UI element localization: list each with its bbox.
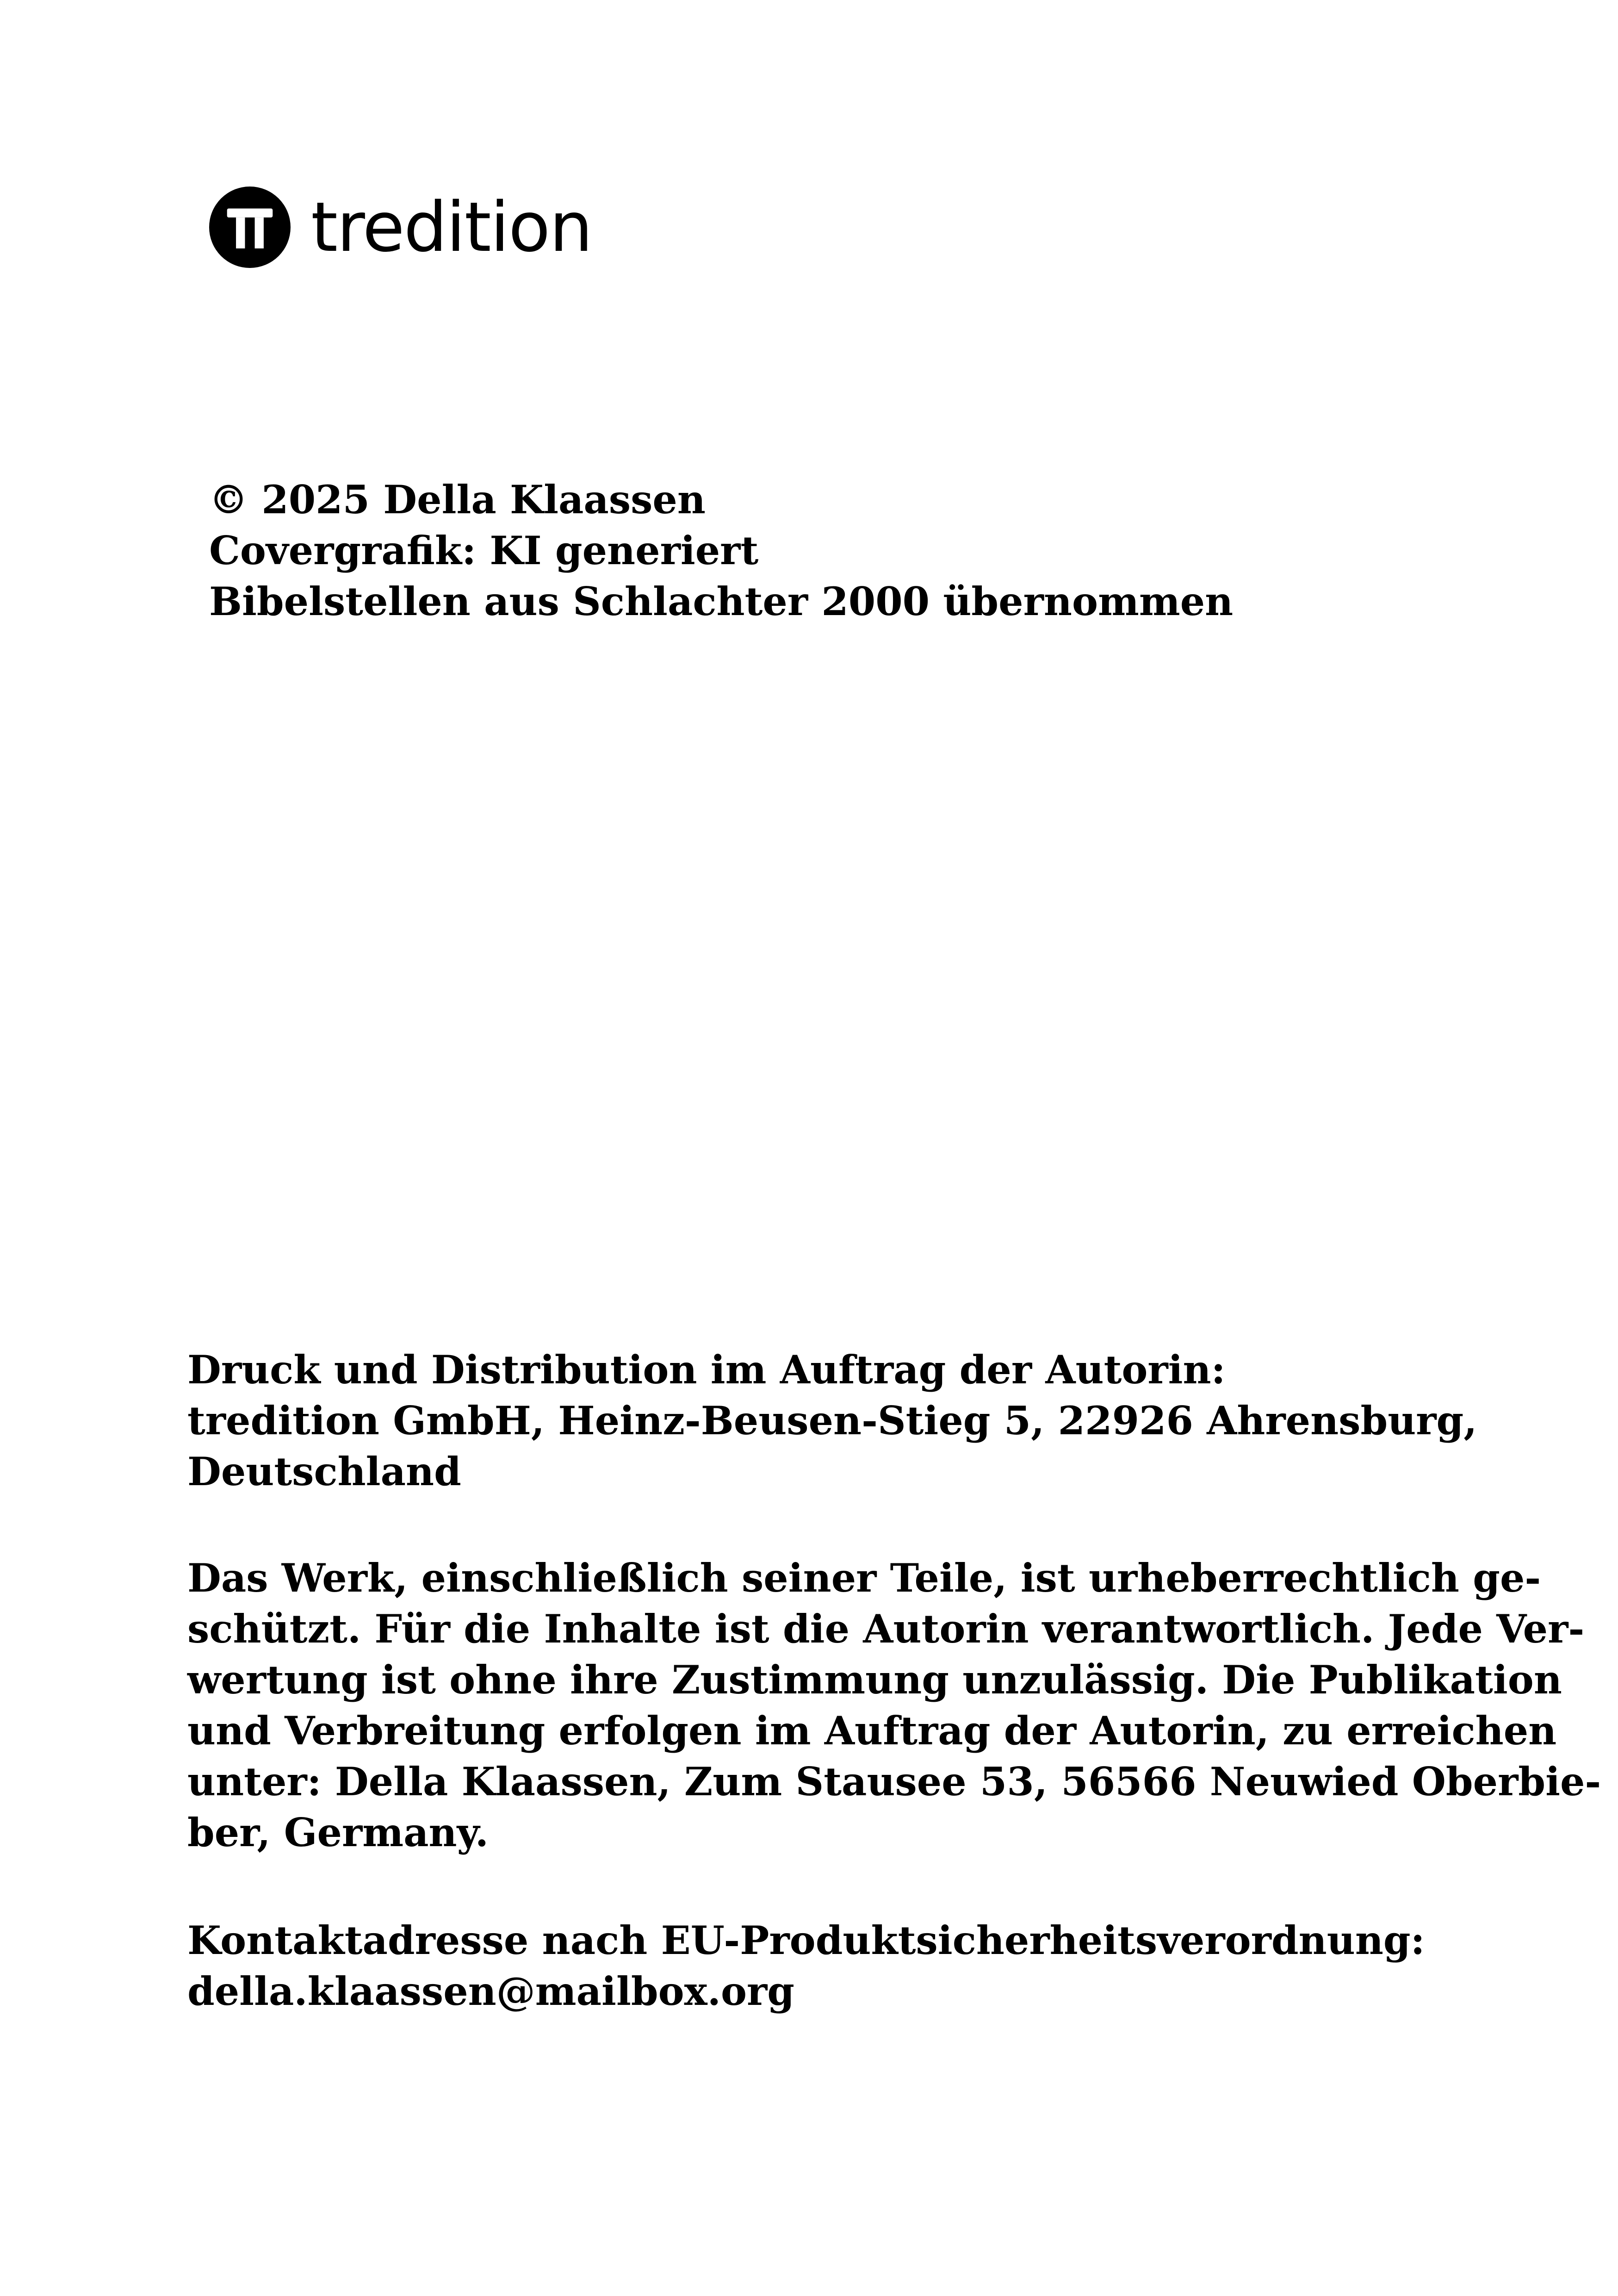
bible-source-line: Bibelstellen aus Schlachter 2000 übernommen — [209, 579, 1234, 624]
legal-line: unter: Della Klaassen, Zum Stausee 53, 56566 Neuwied Oberbie- — [187, 1759, 1601, 1804]
contact-block — [187, 1915, 1425, 2017]
legal-line: schützt. Für die Inhalte ist die Autorin verantwortlich. Jede Ver- — [187, 1606, 1585, 1652]
imprint-block — [187, 1344, 1477, 1497]
legal-line: ber, Germany. — [187, 1810, 489, 1855]
publisher-address: tredition GmbH, Heinz-Beusen-Stieg 5, 22926 Ahrensburg, — [187, 1398, 1477, 1444]
legal-notice — [187, 1553, 1601, 1858]
contact-label: Kontaktadresse nach EU-Produktsicherheitsverordnung: — [187, 1917, 1425, 1963]
legal-line: Das Werk, einschließlich seiner Teile, ist urheberrechtlich ge- — [187, 1555, 1541, 1601]
legal-line: und Verbreitung erfolgen im Auftrag der Autorin, zu erreichen — [187, 1708, 1557, 1754]
legal-line: wertung ist ohne ihre Zustimmung unzulässig. Die Publikation — [187, 1657, 1562, 1703]
copyright-line: © 2025 Della Klaassen — [209, 477, 706, 523]
publisher-country: Deutschland — [187, 1449, 461, 1494]
imprint-heading: Druck und Distribution im Auftrag der Autorin: — [187, 1347, 1226, 1393]
tredition-logo-icon — [209, 187, 291, 268]
logo-wordmark: tredition — [311, 187, 592, 267]
cover-credit-line: Covergrafik: KI generiert — [209, 528, 759, 573]
copyright-block — [209, 474, 1233, 627]
contact-email: della.klaassen@mailbox.org — [187, 1968, 794, 2014]
publisher-logo — [209, 187, 592, 268]
